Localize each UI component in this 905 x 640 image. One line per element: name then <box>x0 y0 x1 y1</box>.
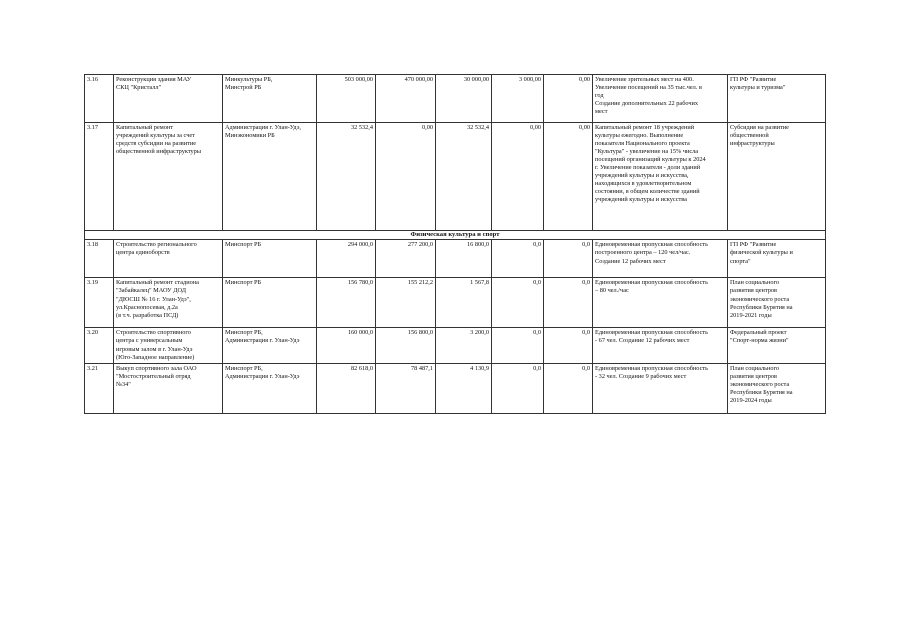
row-number: 3.21 <box>85 363 114 413</box>
federal-budget: 277 200,0 <box>376 240 436 278</box>
rows-sport <box>85 240 826 413</box>
row-number: 3.20 <box>85 328 114 363</box>
federal-budget: 156 800,0 <box>376 328 436 363</box>
municipal-budget: 3 000,00 <box>492 75 544 123</box>
municipal-budget: 0,00 <box>492 123 544 231</box>
municipal-budget: 0,0 <box>492 363 544 413</box>
table-row <box>85 75 826 123</box>
total-cost: 156 780,0 <box>317 278 376 328</box>
program-source: Федеральный проект "Спорт-норма жизни" <box>728 328 826 363</box>
federal-budget: 470 000,00 <box>376 75 436 123</box>
other-sources: 0,0 <box>544 240 593 278</box>
republic-budget: 16 800,0 <box>436 240 492 278</box>
municipal-budget: 0,0 <box>492 328 544 363</box>
expected-effect: Единовременная пропускная способность построенного центра – 120 чел/час. Создание 12 рабочих мест <box>593 240 728 278</box>
project-name: Строительство регионального центра единоборств <box>114 240 223 278</box>
program-source: План социального развития центров экономического роста Республики Бурятия на 2019-2024 годы <box>728 363 826 413</box>
row-number: 3.18 <box>85 240 114 278</box>
section-heading: Физическая культура и спорт <box>85 231 826 240</box>
other-sources: 0,0 <box>544 363 593 413</box>
republic-budget: 4 130,9 <box>436 363 492 413</box>
republic-budget: 3 200,0 <box>436 328 492 363</box>
project-name: Капитальный ремонт учреждений культуры за счет средств субсидии на развитие общественной инфраструктуры <box>114 123 223 231</box>
table-row <box>85 278 826 328</box>
expected-effect: Капитальный ремонт 18 учреждений культуры ежегодно. Выполнение показателя Национального проекта "Культура" - увеличение на 15% числа посещений организаций культуры к 2024 г. Увеличение показателя - доли зданий учреждений культуры и искусства, находящихся в удовлетворительном состоянии, в общем количестве зданий учреждений культуры и искусства <box>593 123 728 231</box>
responsible-agency: Минспорт РБ <box>223 240 317 278</box>
project-name: Реконструкция здания МАУ СКЦ "Кристалл" <box>114 75 223 123</box>
total-cost: 82 618,0 <box>317 363 376 413</box>
table-row <box>85 328 826 363</box>
expected-effect: Единовременная пропускная способность – 80 чел./час <box>593 278 728 328</box>
federal-budget: 0,00 <box>376 123 436 231</box>
program-source: План социального развития центров экономического роста Республики Бурятия на 2019-2021 годы <box>728 278 826 328</box>
table-row <box>85 123 826 231</box>
total-cost: 160 000,0 <box>317 328 376 363</box>
responsible-agency: Администрация г. Улан-Удэ, Минэкономики РБ <box>223 123 317 231</box>
total-cost: 503 000,00 <box>317 75 376 123</box>
municipal-budget: 0,0 <box>492 240 544 278</box>
section-heading-row <box>85 231 826 240</box>
project-name: Капитальный ремонт стадиона "Забайкалец" МАОУ ДОД "ДЮСШ № 16 г. Улан-Удэ", ул.Краснопосевая, д.2а (в т.ч. разработка ПСД) <box>114 278 223 328</box>
other-sources: 0,0 <box>544 278 593 328</box>
rows-culture <box>85 75 826 231</box>
table-row <box>85 240 826 278</box>
federal-budget: 78 487,1 <box>376 363 436 413</box>
expected-effect: Единовременная пропускная способность - 67 чел. Создание 12 рабочих мест <box>593 328 728 363</box>
projects-table <box>84 74 826 414</box>
republic-budget: 1 567,8 <box>436 278 492 328</box>
row-number: 3.16 <box>85 75 114 123</box>
federal-budget: 155 212,2 <box>376 278 436 328</box>
responsible-agency: Минспорт РБ <box>223 278 317 328</box>
row-number: 3.19 <box>85 278 114 328</box>
program-source: Субсидия на развитие общественной инфраструктуры <box>728 123 826 231</box>
responsible-agency: Минспорт РБ, Администрация г. Улан-Удэ <box>223 328 317 363</box>
republic-budget: 32 532,4 <box>436 123 492 231</box>
program-source: ГП РФ "Развитие физической культуры и спорта" <box>728 240 826 278</box>
project-name: Строительство спортивного центра с универсальным игровым залом в г. Улан-Удэ (Юго-Западное направление) <box>114 328 223 363</box>
municipal-budget: 0,0 <box>492 278 544 328</box>
project-name: Выкуп спортивного зала ОАО "Мостостроительный отряд №34" <box>114 363 223 413</box>
other-sources: 0,0 <box>544 328 593 363</box>
total-cost: 294 000,0 <box>317 240 376 278</box>
other-sources: 0,00 <box>544 123 593 231</box>
responsible-agency: Минкультуры РБ, Минстрой РБ <box>223 75 317 123</box>
row-number: 3.17 <box>85 123 114 231</box>
total-cost: 32 532,4 <box>317 123 376 231</box>
expected-effect: Единовременная пропускная способность - 32 чел. Создание 9 рабочих мест <box>593 363 728 413</box>
expected-effect: Увеличение зрительных мест на 400. Увеличение посещений на 35 тыс.чел. в год Создание дополнительных 22 рабочих мест <box>593 75 728 123</box>
republic-budget: 30 000,00 <box>436 75 492 123</box>
responsible-agency: Минспорт РБ, Администрация г. Улан-Удэ <box>223 363 317 413</box>
table-row <box>85 363 826 413</box>
program-source: ГП РФ "Развитие культуры и туризма" <box>728 75 826 123</box>
other-sources: 0,00 <box>544 75 593 123</box>
